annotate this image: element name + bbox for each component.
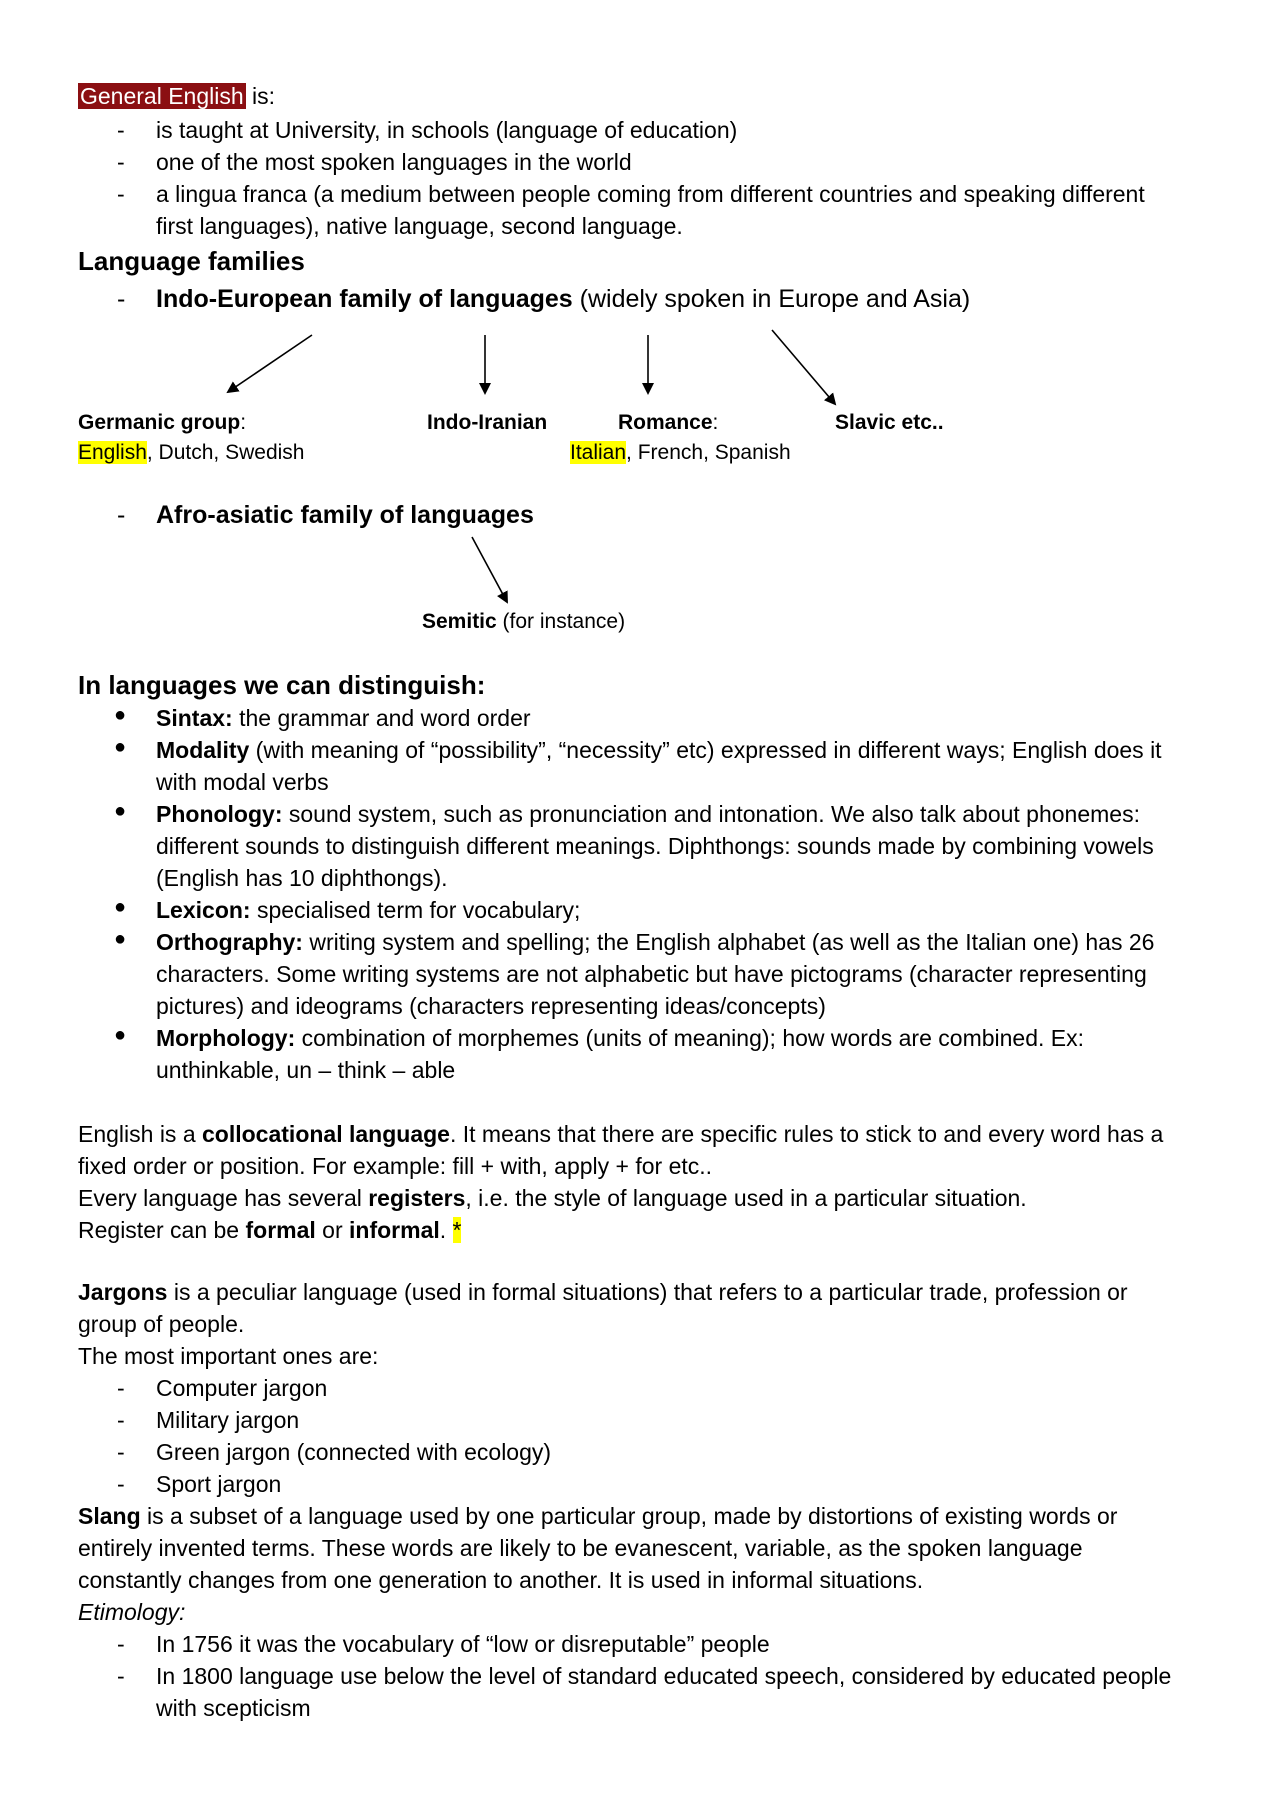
slang-paragraph-continued: constantly changes from one generation to another. It is used in informal situations. bbox=[78, 1567, 924, 1593]
bullet: ● bbox=[114, 896, 127, 918]
jargon-item: Sport jargon bbox=[156, 1471, 282, 1497]
intro-item: a lingua franca (a medium between people coming from different countries and speaking different bbox=[156, 181, 1145, 207]
distinguish-item-continued: different sounds to distinguish different meanings. Diphthongs: sounds made by combining vowels bbox=[156, 833, 1154, 859]
indo-european-name: Indo-European family of languages bbox=[156, 285, 573, 313]
collocational-paragraph-continued: fixed order or position. For example: fill + with, apply + for etc.. bbox=[78, 1153, 713, 1179]
distinguish-item-continued: (English has 10 diphthongs). bbox=[156, 865, 448, 891]
jargon-item: Green jargon (connected with ecology) bbox=[156, 1439, 552, 1465]
intro-item: one of the most spoken languages in the world bbox=[156, 149, 632, 175]
intro-item-continued: first languages), native language, second language. bbox=[156, 213, 683, 239]
jargons-intro: The most important ones are: bbox=[78, 1343, 379, 1369]
bullet: ● bbox=[114, 736, 127, 758]
distinguish-item: Sintax: the grammar and word order bbox=[156, 705, 531, 731]
indo-european-note: (widely spoken in Europe and Asia) bbox=[572, 285, 971, 313]
dash: - bbox=[117, 501, 126, 529]
register-types-paragraph: Register can be formal or informal. * bbox=[78, 1217, 462, 1243]
bullet: ● bbox=[114, 928, 127, 950]
etymology-item: In 1756 it was the vocabulary of “low or disreputable” people bbox=[156, 1631, 770, 1657]
intro-item: is taught at University, in schools (language of education) bbox=[156, 117, 738, 143]
distinguish-item: Morphology: combination of morphemes (units of meaning); how words are combined. Ex: bbox=[156, 1025, 1085, 1051]
jargons-paragraph: Jargons is a peculiar language (used in formal situations) that refers to a particular trade, profession or bbox=[78, 1279, 1128, 1305]
indo-iranian-label: Indo-Iranian bbox=[427, 411, 548, 434]
jargons-paragraph-continued: group of people. bbox=[78, 1311, 245, 1337]
semitic-label: Semitic (for instance) bbox=[422, 610, 626, 633]
slang-paragraph-continued: entirely invented terms. These words are likely to be evanescent, variable, as the spoken language bbox=[78, 1535, 1083, 1561]
general-english-highlight: General English bbox=[80, 83, 244, 109]
dash: - bbox=[117, 1375, 125, 1401]
families-heading: Language families bbox=[78, 246, 305, 276]
arrow-to-semitic bbox=[472, 537, 507, 602]
dash: - bbox=[117, 1407, 125, 1433]
distinguish-item-continued: pictures) and ideograms (characters representing ideas/concepts) bbox=[156, 993, 826, 1019]
slavic-label: Slavic etc.. bbox=[835, 411, 944, 434]
arrow-to-slavic bbox=[772, 330, 835, 404]
romance-languages: Italian, French, Spanish bbox=[570, 441, 791, 464]
bullet: ● bbox=[114, 800, 127, 822]
distinguish-heading: In languages we can distinguish: bbox=[78, 670, 486, 700]
arrow-to-germanic bbox=[228, 335, 312, 392]
jargon-item: Military jargon bbox=[156, 1407, 300, 1433]
italian-highlight: Italian bbox=[570, 441, 627, 464]
dash: - bbox=[117, 117, 125, 143]
etymology-item: In 1800 language use below the level of standard educated speech, considered by educated people bbox=[156, 1663, 1172, 1689]
dash: - bbox=[117, 1439, 125, 1465]
distinguish-item-continued: characters. Some writing systems are not alphabetic but have pictograms (character representing bbox=[156, 961, 1147, 987]
distinguish-item-continued: with modal verbs bbox=[156, 769, 329, 795]
distinguish-item: Orthography: writing system and spelling; the English alphabet (as well as the Italian one) has 26 bbox=[156, 929, 1155, 955]
distinguish-item-continued: unthinkable, un – think – able bbox=[156, 1057, 456, 1083]
distinguish-item: Lexicon: specialised term for vocabulary; bbox=[156, 897, 581, 923]
bullet: ● bbox=[114, 704, 127, 726]
dash: - bbox=[117, 285, 126, 313]
jargon-item: Computer jargon bbox=[156, 1375, 328, 1401]
asterisk-highlight: * bbox=[452, 1217, 462, 1243]
english-highlight: English bbox=[78, 441, 147, 464]
afro-asiatic-name: Afro-asiatic family of languages bbox=[156, 501, 534, 529]
etymology-label: Etimology: bbox=[78, 1599, 186, 1625]
dash: - bbox=[117, 149, 125, 175]
dash: - bbox=[117, 1631, 125, 1657]
distinguish-item: Phonology: sound system, such as pronunciation and intonation. We also talk about phonemes: bbox=[156, 801, 1140, 827]
germanic-languages: English, Dutch, Swedish bbox=[78, 441, 305, 464]
etymology-item-continued: with scepticism bbox=[156, 1695, 311, 1721]
bullet: ● bbox=[114, 1024, 127, 1046]
registers-paragraph: Every language has several registers, i.e. the style of language used in a particular situation. bbox=[78, 1185, 1027, 1211]
germanic-label: Germanic group: bbox=[78, 411, 247, 434]
collocational-paragraph: English is a collocational language. It means that there are specific rules to stick to and every word has a bbox=[78, 1121, 1164, 1147]
distinguish-item: Modality (with meaning of “possibility”, “necessity” etc) expressed in different ways; English does it bbox=[156, 737, 1162, 763]
slang-paragraph: Slang is a subset of a language used by one particular group, made by distortions of existing words or bbox=[78, 1503, 1118, 1529]
intro-heading: General English is: bbox=[80, 83, 276, 109]
dash: - bbox=[117, 1663, 125, 1689]
dash: - bbox=[117, 1471, 125, 1497]
romance-label: Romance: bbox=[618, 411, 719, 434]
dash: - bbox=[117, 181, 125, 207]
